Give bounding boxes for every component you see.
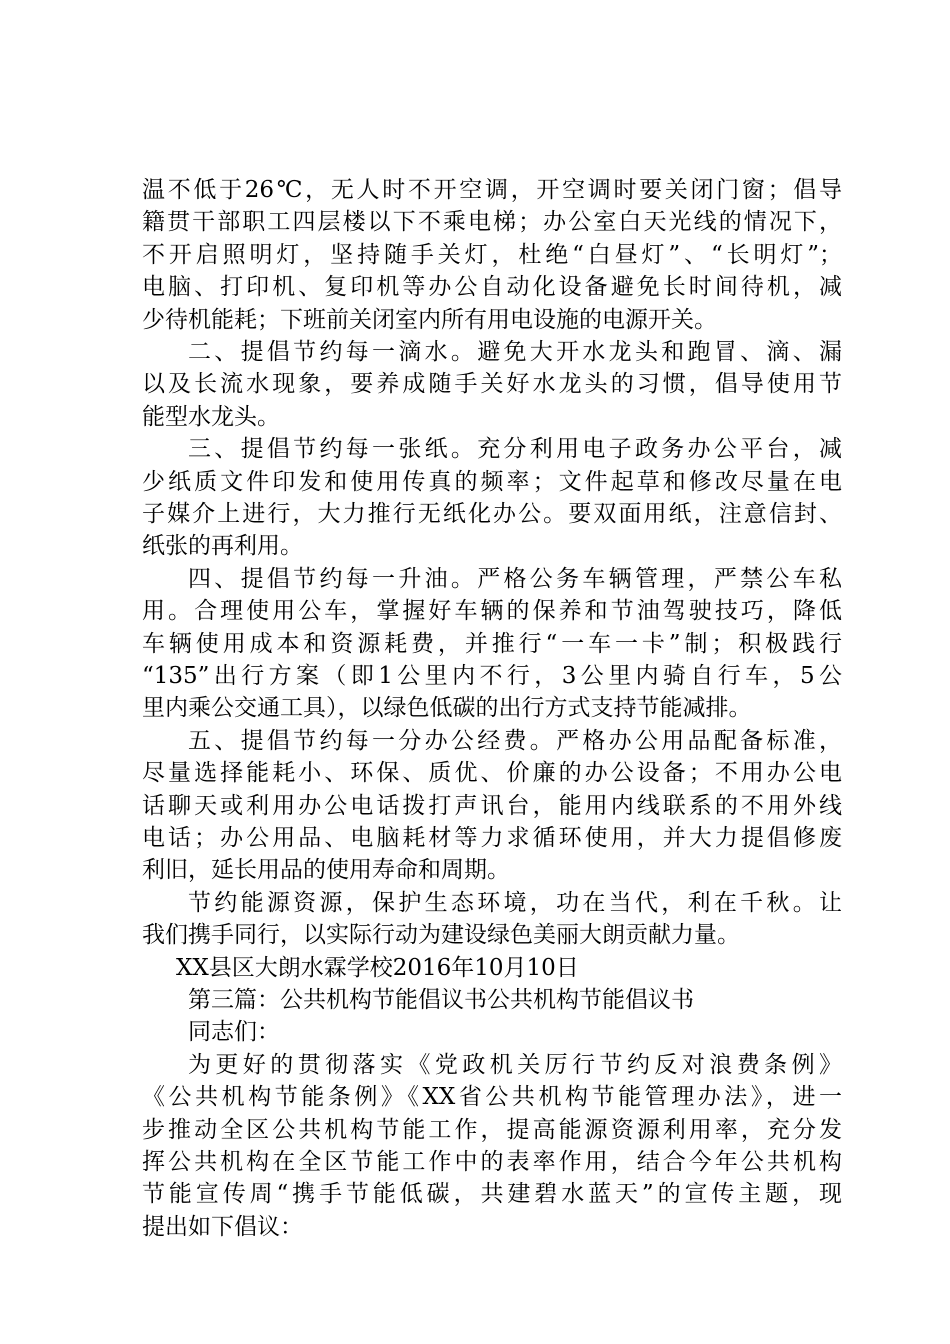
paragraph-start-line: 五、提倡节约每一分办公经费。严格办公用品配备标准， xyxy=(188,727,842,754)
body-line: 能型水龙头。 xyxy=(142,403,280,430)
section-heading: 第三篇：公共机构节能倡议书公共机构节能倡议书 xyxy=(188,987,694,1013)
body-line: 我们携手同行，以实际行动为建设绿色美丽大朗贡献力量。 xyxy=(142,922,740,949)
body-line: 电话；办公用品、电脑耗材等力求循环使用，并大力提倡修废 xyxy=(142,825,842,851)
body-line: 籍贯干部职工四层楼以下不乘电梯；办公室白天光线的情况下， xyxy=(142,209,842,236)
body-line: 《公共机构节能条例》《XX省公共机构节能管理办法》，进一 xyxy=(142,1084,842,1111)
body-line: 少待机能耗；下班前关闭室内所有用电设施的电源开关。 xyxy=(142,306,717,333)
paragraph-start-line: 节约能源资源，保护生态环境，功在当代，利在千秋。让 xyxy=(188,889,842,916)
body-line: 电脑、打印机、复印机等办公自动化设备避免长时间待机，减 xyxy=(142,274,842,301)
body-line: 步推动全区公共机构节能工作，提高能源资源利用率，充分发 xyxy=(142,1116,842,1143)
body-line: 少纸质文件印发和使用传真的频率；文件起草和修改尽量在电 xyxy=(142,468,842,495)
body-line: 纸张的再利用。 xyxy=(142,533,303,560)
body-line: 挥公共机构在全区节能工作中的表率作用，结合今年公共机构 xyxy=(142,1149,842,1175)
salutation: 同志们： xyxy=(188,1019,280,1046)
signature-date-line: XX县区大朗水霖学校2016年10月10日 xyxy=(176,954,579,981)
paragraph-start-line: 三、提倡节约每一张纸。充分利用电子政务办公平台，减 xyxy=(188,436,842,463)
body-line: 利旧，延长用品的使用寿命和周期。 xyxy=(142,857,510,884)
body-line: 提出如下倡议： xyxy=(142,1213,303,1240)
body-line: 用。合理使用公车，掌握好车辆的保养和节油驾驶技巧，降低 xyxy=(142,598,842,625)
body-line: 子媒介上进行，大力推行无纸化办公。要双面用纸，注意信封、 xyxy=(142,501,842,527)
body-line: 尽量选择能耗小、环保、质优、价廉的办公设备；不用办公电 xyxy=(142,760,842,787)
body-line: 话聊天或利用办公电话拨打声讯台，能用内线联系的不用外线 xyxy=(142,792,842,819)
paragraph-start-line: 为更好的贯彻落实《党政机关厉行节约反对浪费条例》 xyxy=(188,1051,842,1078)
body-line: 节能宣传周“携手节能低碳，共建碧水蓝天”的宣传主题，现 xyxy=(142,1181,842,1208)
body-line: 以及长流水现象，要养成随手关好水龙头的习惯，倡导使用节 xyxy=(142,371,842,398)
body-line: “135”出行方案（即1公里内不行，3公里内骑自行车，5公 xyxy=(142,663,842,689)
body-line: 里内乘公交通工具），以绿色低碳的出行方式支持节能减排。 xyxy=(142,695,752,722)
paragraph-start-line: 四、提倡节约每一升油。严格公务车辆管理，严禁公车私 xyxy=(188,565,842,592)
body-line: 车辆使用成本和资源耗费，并推行“一车一卡”制；积极践行 xyxy=(142,630,842,657)
body-line: 温不低于26℃，无人时不开空调，开空调时要关闭门窗；倡导 xyxy=(142,177,842,203)
paragraph-start-line: 二、提倡节约每一滴水。避免大开水龙头和跑冒、滴、漏 xyxy=(188,339,842,365)
body-line: 不开启照明灯，坚持随手关灯，杜绝“白昼灯”、“长明灯”； xyxy=(142,241,842,268)
